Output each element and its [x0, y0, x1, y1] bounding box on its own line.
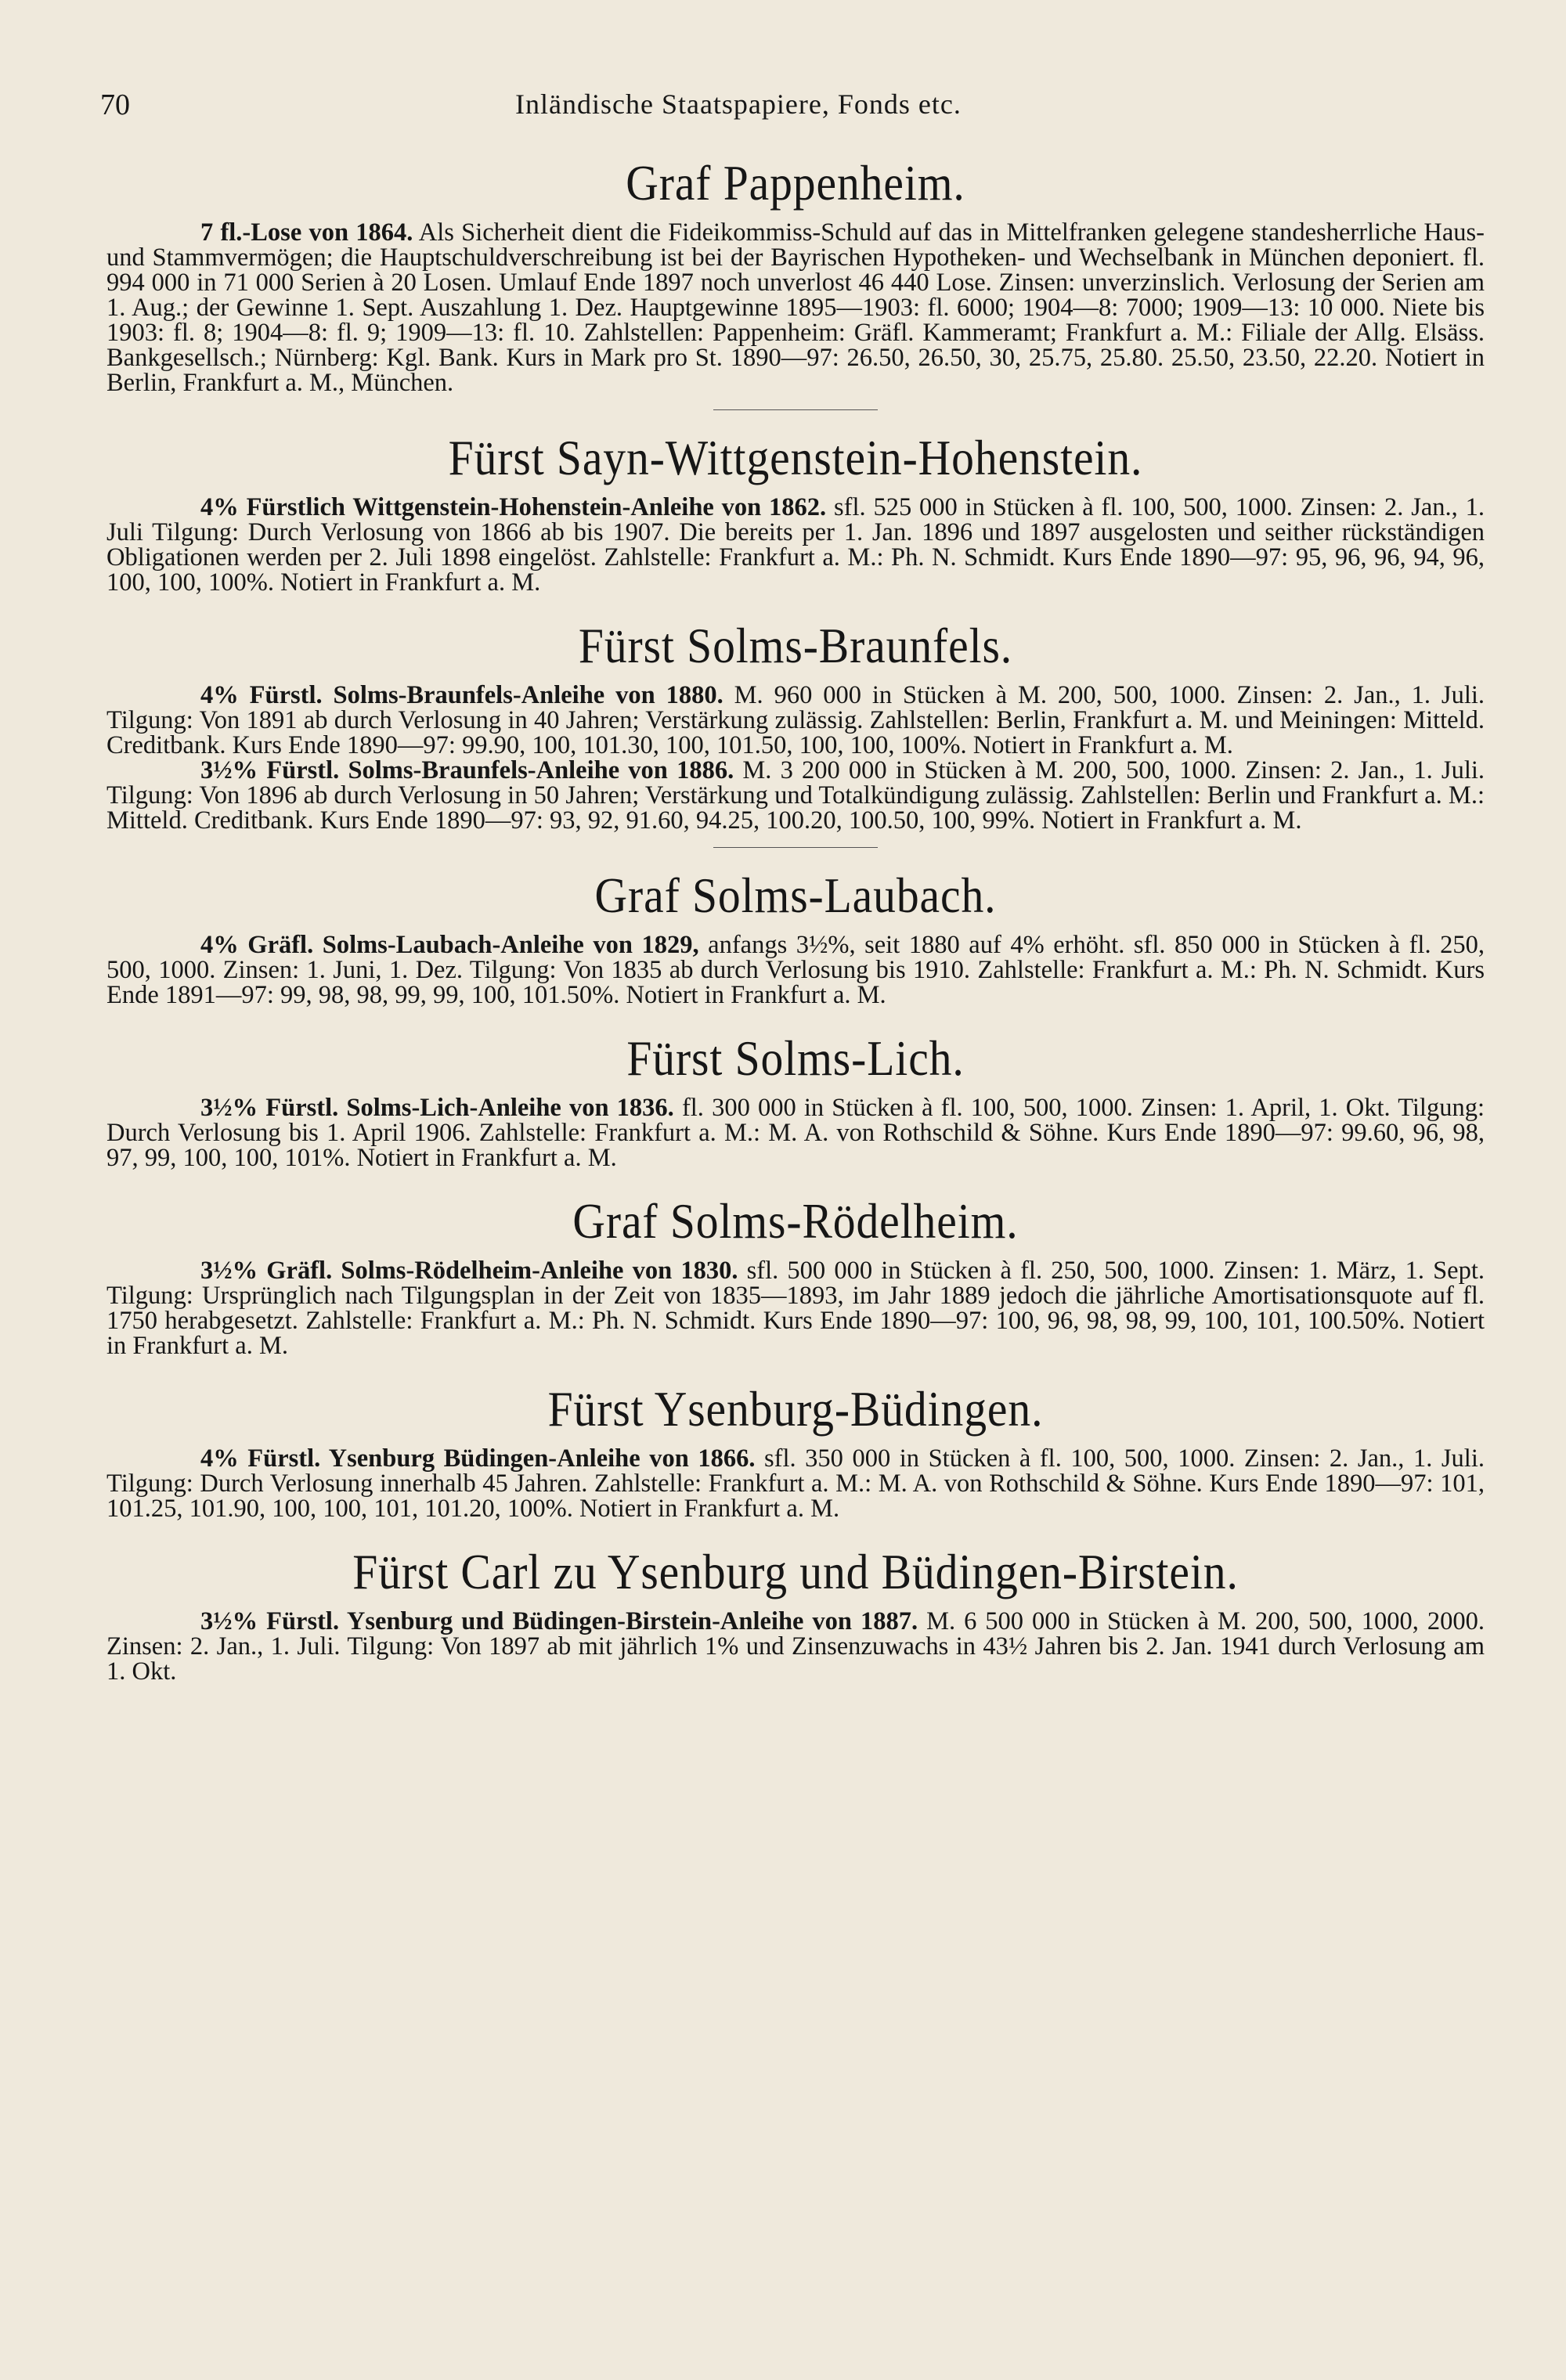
entry-paragraph — [106, 1446, 1485, 1521]
section-title: Fürst Solms-Braunfels. — [578, 618, 1013, 673]
entry-lead: 3½% Fürstl. Solms-Lich-Anleihe von 1836. — [200, 1094, 674, 1122]
section-gap — [106, 1008, 1485, 1028]
section-solms-lich — [106, 1028, 1485, 1170]
section-title: Fürst Solms-Lich. — [626, 1030, 965, 1086]
entry-text: sfl. 350 000 in Stücken à fl. 100, 500, 1000. Zinsen: 2. Jan., 1. Juli. Tilgung: Durch Verlosung innerhalb 45 Jahren. Zahlstelle: Frankfurt a. M.: M. A. von Rothschild & Söhne. Kurs Ende 1890—97: 101, 101.25, 101.90, 100, 100, 101, 101.20, 100%. Notiert in Frankfurt a. M. — [106, 1444, 1485, 1523]
entry-lead: 3½% Fürstl. Ysenburg und Büdingen-Birstein-Anleihe von 1887. — [200, 1607, 918, 1635]
entry-lead: 4% Fürstlich Wittgenstein-Hohenstein-Anleihe von 1862. — [200, 493, 827, 521]
entry-paragraph — [106, 1258, 1485, 1358]
entry-paragraph — [106, 932, 1485, 1008]
section-divider — [713, 409, 878, 410]
entry-text: M. 3 200 000 in Stücken à M. 200, 500, 1000. Zinsen: 2. Jan., 1. Juli. Tilgung: Von 1896 ab durch Verlosung in 50 Jahren; Verstärkung und Totalkündigung zulässig. Zahlstellen: Berlin und Frankfurt a. M.: Mitteld. Creditbank. Kurs Ende 1890—97: 93, 92, 91.60, 94.25, 100.20, 100.50, 100, 99%. Notiert in Frankfurt a. M. — [106, 756, 1485, 835]
entry-lead: 3½% Gräfl. Solms-Rödelheim-Anleihe von 1830. — [200, 1257, 738, 1285]
page-content — [106, 153, 1485, 1684]
section-title: Graf Pappenheim. — [626, 155, 965, 211]
entry-text: M. 960 000 in Stücken à M. 200, 500, 1000. Zinsen: 2. Jan., 1. Juli. Tilgung: Von 1891 ab durch Verlosung in 40 Jahren; Verstärkung zulässig. Zahlstellen: Berlin, Frankfurt a. M. und Meiningen: Mitteld. Creditbank. Kurs Ende 1890—97: 99.90, 100, 101.30, 100, 101.50, 100, 100, 100%. Notiert in Frankfurt a. M. — [106, 681, 1485, 759]
entry-lead: 7 fl.-Lose von 1864. — [200, 218, 413, 247]
section-gap — [106, 1358, 1485, 1379]
section-gap — [106, 595, 1485, 615]
entry-text: fl. 300 000 in Stücken à fl. 100, 500, 1000. Zinsen: 1. April, 1. Okt. Tilgung: Durch Verlosung bis 1. April 1906. Zahlstelle: Frankfurt a. M.: M. A. von Rothschild & Söhne. Kurs Ende 1890—97: 99.60, 96, 98, 97, 99, 100, 100, 101%. Notiert in Frankfurt a. M. — [106, 1094, 1485, 1172]
running-head-title: Inländische Staatspapiere, Fonds etc. — [515, 88, 962, 120]
running-head — [100, 88, 1478, 135]
entry-lead: 4% Gräfl. Solms-Laubach-Anleihe von 1829, — [200, 931, 699, 959]
section-sayn-wittgenstein — [106, 427, 1485, 595]
entry-paragraph — [106, 683, 1485, 758]
section-gap — [106, 1170, 1485, 1191]
entry-paragraph — [106, 220, 1485, 395]
entry-paragraph — [106, 758, 1485, 833]
entry-text: M. 6 500 000 in Stücken à M. 200, 500, 1000, 2000. Zinsen: 2. Jan., 1. Juli. Tilgung: Von 1897 ab mit jährlich 1% und Zinsenzuwachs in 43½ Jahren bis 2. Jan. 1941 durch Verlosung am 1. Okt. — [106, 1607, 1485, 1686]
section-title: Fürst Sayn-Wittgenstein-Hohenstein. — [448, 430, 1143, 485]
entry-paragraph — [106, 495, 1485, 595]
entry-text: sfl. 525 000 in Stücken à fl. 100, 500, 1000. Zinsen: 2. Jan., 1. Juli Tilgung: Durch Verlosung von 1866 ab bis 1907. Die bereits per 1. Jan. 1896 und 1897 ausgelosten und seither rückständigen Obligationen werden per 2. Juli 1898 eingelöst. Zahlstelle: Frankfurt a. M.: Ph. N. Schmidt. Kurs Ende 1890—97: 95, 96, 96, 94, 96, 100, 100, 100%. Notiert in Frankfurt a. M. — [106, 493, 1485, 597]
section-title: Fürst Carl zu Ysenburg und Büdingen-Birstein. — [352, 1544, 1239, 1599]
entry-paragraph — [106, 1095, 1485, 1170]
section-gap — [106, 1521, 1485, 1542]
section-divider — [713, 847, 878, 848]
entry-lead: 4% Fürstl. Solms-Braunfels-Anleihe von 1880. — [200, 681, 723, 709]
section-ysenburg-buedingen — [106, 1379, 1485, 1521]
entry-lead: 4% Fürstl. Ysenburg Büdingen-Anleihe von 1866. — [200, 1444, 756, 1473]
entry-text: Als Sicherheit dient die Fideikommiss-Schuld auf das in Mittelfranken gelegene standesherrliche Haus- und Stammvermögen; die Hauptschuldverschreibung ist bei der Bayrischen Hypotheken- und Wechselbank in München deponiert. fl. 994 000 in 71 000 Serien à 20 Losen. Umlauf Ende 1897 noch unverlost 46 440 Lose. Zinsen: unverzinslich. Verlosung der Serien am 1. Aug.; der Gewinne 1. Sept. Auszahlung 1. Dez. Hauptgewinne 1895—1903: fl. 6000; 1904—8: 7000; 1909—13: 10 000. Niete bis 1903: fl. 8; 1904—8: fl. 9; 1909—13: fl. 10. Zahlstellen: Pappenheim: Gräfl. Kammeramt; Frankfurt a. M.: Filiale der Allg. Elsäss. Bankgesellsch.; Nürnberg: Kgl. Bank. Kurs in Mark pro St. 1890—97: 26.50, 26.50, 30, 25.75, 25.80. 25.50, 23.50, 22.20. Notiert in Berlin, Frankfurt a. M., München. — [106, 218, 1485, 397]
section-solms-braunfels — [106, 615, 1485, 833]
section-title: Graf Solms-Laubach. — [594, 867, 997, 923]
section-ysenburg-birstein — [106, 1542, 1485, 1684]
section-solms-roedelheim — [106, 1191, 1485, 1358]
section-graf-pappenheim — [106, 153, 1485, 395]
entry-paragraph — [106, 1609, 1485, 1684]
entry-text: sfl. 500 000 in Stücken à fl. 250, 500, 1000. Zinsen: 1. März, 1. Sept. Tilgung: Ursprünglich nach Tilgungsplan in der Zeit von 1835—1893, im Jahr 1889 jedoch die jährliche Amortisationsquote auf fl. 1750 herabgesetzt. Zahlstelle: Frankfurt a. M.: Ph. N. Schmidt. Kurs Ende 1890—97: 100, 96, 98, 98, 99, 100, 101, 100.50%. Notiert in Frankfurt a. M. — [106, 1257, 1485, 1360]
section-title: Graf Solms-Rödelheim. — [572, 1193, 1019, 1249]
section-solms-laubach — [106, 865, 1485, 1008]
entry-text: anfangs 3½%, seit 1880 auf 4% erhöht. sfl. 850 000 in Stücken à fl. 250, 500, 1000. Zinsen: 1. Juni, 1. Dez. Tilgung: Von 1835 ab durch Verlosung bis 1910. Zahlstelle: Frankfurt a. M.: Ph. N. Schmidt. Kurs Ende 1891—97: 99, 98, 98, 99, 99, 100, 101.50%. Notiert in Frankfurt a. M. — [106, 931, 1485, 1009]
section-title: Fürst Ysenburg-Büdingen. — [547, 1381, 1044, 1437]
entry-lead: 3½% Fürstl. Solms-Braunfels-Anleihe von 1886. — [200, 756, 734, 784]
page-number: 70 — [100, 88, 130, 121]
